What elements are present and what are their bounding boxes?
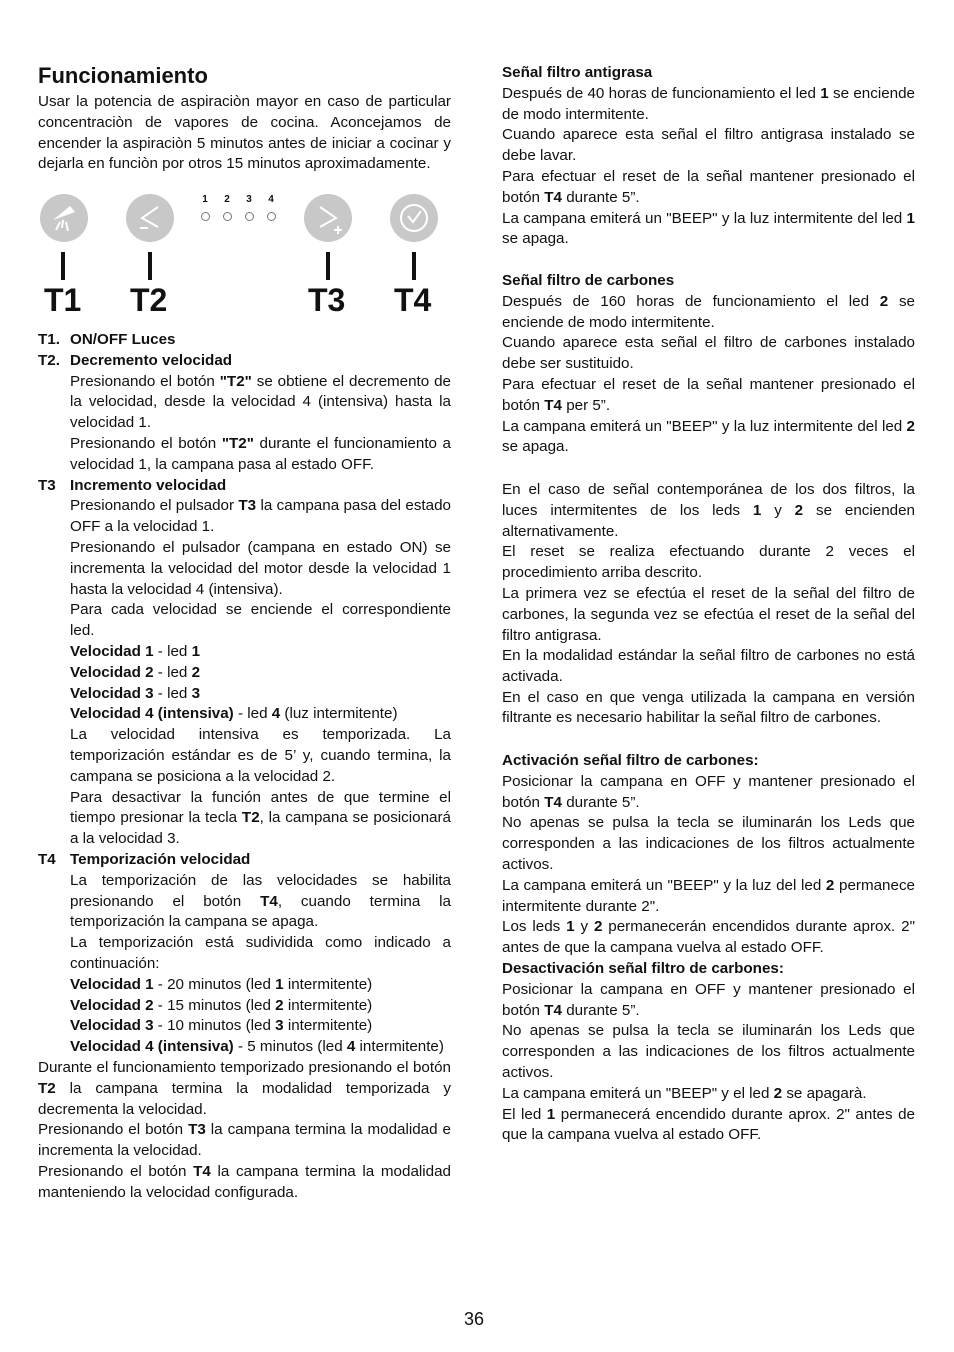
timed-mode-section <box>38 1058 451 1204</box>
deactivation-paragraph-3: La campana emiterá un "BEEP" y el led 2 se apagarà. <box>502 1084 867 1102</box>
carbon-paragraph-4: La campana emiterá un "BEEP" y la luz intermitente del led 2 se apaga. <box>502 417 915 456</box>
activation-paragraph-4: Los leds 1 y 2 permanecerán encendidos durante aprox. 2" antes de que la campana vuelva al estado OFF. <box>502 918 915 957</box>
t4-heading: T4 Temporización velocidad <box>38 850 251 868</box>
both-paragraph-1: En el caso de señal contemporánea de los dos filtros, la luces intermitentes de los leds 1 y 2 se encienden alternativamente. <box>502 481 915 540</box>
both-paragraph-2: El reset se realiza efectuando durante 2 veces el procedimiento arriba descrito. <box>502 543 915 582</box>
grease-paragraph-3: Para efectuar el reset de la señal mantener presionado el botón T4 durante 5”. <box>502 167 915 206</box>
light-icon <box>40 194 88 242</box>
standard-paragraph-2: En el caso en que venga utilizada la campana en versión filtrante es necesario habilitar la señal filtro de carbones. <box>502 688 915 727</box>
t4-paragraph-2: La temporización está sudividida como indicado a continuación: <box>70 934 451 972</box>
t2-paragraph-1: Presionando el botón "T2" se obtiene el decremento de la velocidad, desde la velocidad 4 (intensiva) hasta la velocidad 1. <box>70 372 451 432</box>
both-filters-section <box>502 480 915 646</box>
deactivation-heading: Desactivación señal filtro de carbones: <box>502 959 784 977</box>
t2-label: T2 <box>130 282 168 318</box>
led-number-3: 3 <box>246 194 252 205</box>
carbon-paragraph-3: Para efectuar el reset de la señal mantener presionado el botón T4 per 5”. <box>502 375 915 414</box>
standard-mode-section <box>502 646 915 729</box>
t1-label: T1 <box>44 282 82 318</box>
timer-speed-line: Velocidad 2 - 15 minutos (led 2 intermitente) <box>70 996 373 1014</box>
deactivation-paragraph-1: Posicionar la campana en OFF y mantener presionado el botón T4 durante 5”. <box>502 980 915 1019</box>
t3-paragraph-5: Para desactivar la función antes de que termine el tiempo presionar la tecla T2, la campana se posicionará a la velocidad 3. <box>70 788 451 848</box>
timer-speed-line: Velocidad 1 - 20 minutos (led 1 intermitente) <box>70 975 373 993</box>
led-number-2: 2 <box>224 194 230 205</box>
led-indicator-3 <box>245 212 254 221</box>
led-number-4: 4 <box>268 194 274 205</box>
speed-led-line: Velocidad 2 - led 2 <box>70 663 201 681</box>
grease-paragraph-1: Después de 40 horas de funcionamiento el led 1 se enciende de modo intermitente. <box>502 84 915 123</box>
activation-paragraph-3: La campana emiterá un "BEEP" y la luz del led 2 permanece intermitente durante 2". <box>502 876 915 915</box>
t3-label: T3 <box>308 282 346 318</box>
deactivation-paragraph-4: El led 1 permanecerá encendido durante aprox. 2" antes de que la campana vuelva al estado OFF. <box>502 1105 915 1144</box>
page-title: Funcionamiento <box>38 63 208 88</box>
activation-paragraph-1: Posicionar la campana en OFF y mantener presionado el botón T4 durante 5”. <box>502 772 915 811</box>
speed-led-line: Velocidad 3 - led 3 <box>70 684 201 702</box>
speed-led-line: Velocidad 1 - led 1 <box>70 642 201 660</box>
timed-paragraph-1: Durante el funcionamiento temporizado presionando el botón T2 la campana termina la modalidad temporizada y decrementa la velocidad. <box>38 1059 451 1118</box>
led-number-1: 1 <box>202 194 208 205</box>
both-paragraph-3: La primera vez se efectúa el reset de la señal del filtro de carbones, la segunda vez se efectúa el reset de la señal del filtro antigrasa. <box>502 584 915 644</box>
t3-paragraph-2: Presionando el pulsador (campana en estado ON) se incrementa la velocidad del motor desde la velocidad 1 hasta la velocidad 4 (intensiva). <box>70 538 451 598</box>
grease-filter-section <box>502 63 915 250</box>
carbon-paragraph-1: Después de 160 horas de funcionamiento el led 2 se enciende de modo intermitente. <box>502 292 915 331</box>
t2-paragraph-2: Presionando el botón "T2" durante el funcionamiento a velocidad 1, la campana pasa al estado OFF. <box>70 434 451 473</box>
activation-heading: Activación señal filtro de carbones: <box>502 752 759 769</box>
speed-decrease-icon <box>126 194 174 242</box>
led-indicator-2 <box>223 212 232 221</box>
carbon-paragraph-2: Cuando aparece esta señal el filtro de carbones instalado debe ser sustituido. <box>502 334 915 373</box>
t4-pointer <box>412 252 416 280</box>
t3-paragraph-4: La velocidad intensiva es temporizada. La temporización estándar es de 5’ y, cuando termina, la campana se posiciona a la velocidad 2. <box>70 726 451 785</box>
speed-led-line: Velocidad 4 (intensiva) - led 4 (luz intermitente) <box>70 705 398 723</box>
deactivation-paragraph-2: No apenas se pulsa la tecla se iluminarán los Leds que corresponden a las indicaciones de los filtros actualmente activos. <box>502 1022 915 1081</box>
t3-paragraph-1: Presionando el pulsador T3 la campana pasa del estado OFF a la velocidad 1. <box>70 497 451 536</box>
intro-paragraph: Usar la potencia de aspiraciòn mayor en caso de particular concentraciòn de vapores de cocina. Aconcejamos de encender la aspiraciòn 5 minutos antes de iniciar a cocinar y dejarla en funciòn por otros 15 minutos aproximadamente. <box>38 93 451 173</box>
t2-heading: T2. Decremento velocidad <box>38 351 233 369</box>
standard-paragraph-1: En la modalidad estándar la señal filtro de carbones no está activada. <box>502 647 915 685</box>
button-description-list <box>38 330 451 1058</box>
page-number: 36 <box>464 1309 485 1329</box>
grease-paragraph-4: La campana emiterá un "BEEP" y la luz intermitente del led 1 se apaga. <box>502 209 915 248</box>
t3-paragraph-3: Para cada velocidad se enciende el correspondiente led. <box>70 601 451 640</box>
t1-pointer <box>61 252 65 280</box>
control-panel-figure <box>38 190 451 320</box>
carbon-filter-section <box>502 271 915 458</box>
t2-pointer <box>148 252 152 280</box>
timed-paragraph-2: Presionando el botón T3 la campana termina la modalidad e incrementa la velocidad. <box>38 1121 451 1160</box>
carbon-filter-heading: Señal filtro de carbones <box>502 272 675 289</box>
t4-paragraph-1: La temporización de las velocidades se habilita presionando el botón T4, cuando termina la temporización la campana se apaga. <box>70 871 451 931</box>
t4-label: T4 <box>394 282 432 318</box>
activation-paragraph-2: No apenas se pulsa la tecla se iluminarán los Leds que corresponden a las indicaciones de los filtros actualmente activos. <box>502 814 915 873</box>
grease-paragraph-2: Cuando aparece esta señal el filtro antigrasa instalado se debe lavar. <box>502 126 915 165</box>
activation-section <box>502 751 915 1146</box>
t1-heading: T1. ON/OFF Luces <box>38 331 176 348</box>
timer-speed-line: Velocidad 3 - 10 minutos (led 3 intermitente) <box>70 1017 373 1035</box>
speed-increase-icon <box>304 194 352 242</box>
t3-pointer <box>326 252 330 280</box>
led-indicator-4 <box>267 212 276 221</box>
grease-filter-heading: Señal filtro antigrasa <box>502 64 653 81</box>
t3-heading: T3 Incremento velocidad <box>38 476 227 494</box>
led-indicator-1 <box>201 212 210 221</box>
timed-paragraph-3: Presionando el botón T4 la campana termina la modalidad manteniendo la velocidad configurada. <box>38 1162 451 1201</box>
timer-icon <box>390 194 438 242</box>
timer-speed-line: Velocidad 4 (intensiva) - 5 minutos (led 4 intermitente) <box>70 1038 444 1056</box>
